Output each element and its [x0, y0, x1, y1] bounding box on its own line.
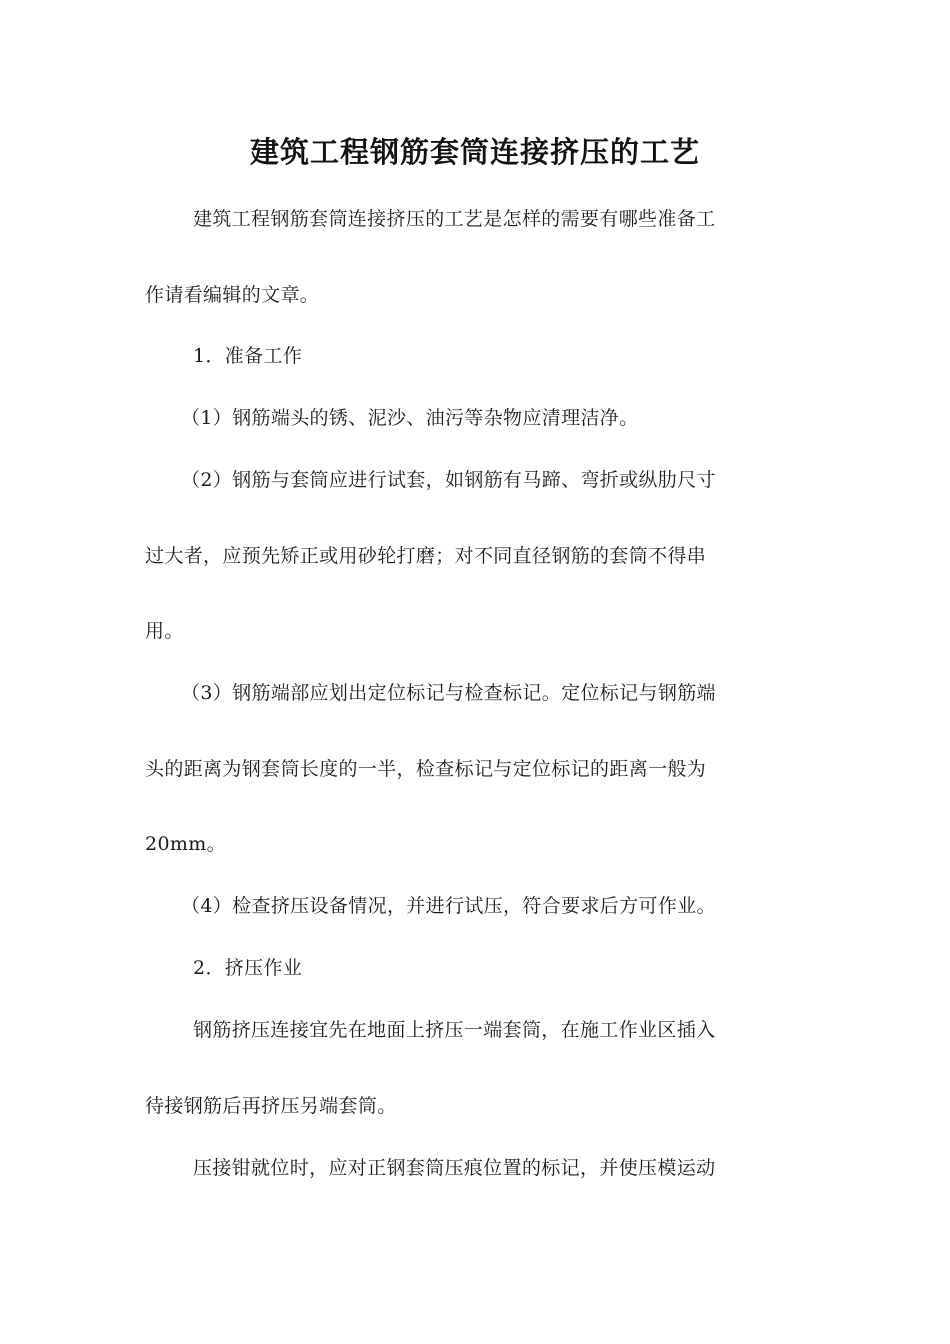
- intro-line-1: 建筑工程钢筋套筒连接挤压的工艺是怎样的需要有哪些准备工: [193, 208, 716, 230]
- item2-line-2: 过大者，应预先矫正或用砂轮打磨；对不同直径钢筋的套筒不得串: [145, 545, 707, 567]
- item3-line-2: 头的距离为钢套筒长度的一半，检查标记与定位标记的距离一般为: [145, 758, 707, 780]
- para1-line-2: 待接钢筋后再挤压另端套筒。: [145, 1095, 397, 1117]
- item3-line-1: （3）钢筋端部应划出定位标记与检查标记。定位标记与钢筋端: [181, 682, 716, 704]
- para1-line-1: 钢筋挤压连接宜先在地面上挤压一端套筒，在施工作业区插入: [193, 1019, 716, 1041]
- item3-line-3: 20mm。: [145, 833, 226, 855]
- item2-line-1: （2）钢筋与套筒应进行试套，如钢筋有马蹄、弯折或纵肋尺寸: [181, 469, 716, 491]
- para2-line-1: 压接钳就位时，应对正钢套筒压痕位置的标记，并使压模运动: [193, 1157, 716, 1179]
- document-title: 建筑工程钢筋套筒连接挤压的工艺: [249, 135, 700, 169]
- item1-line: （1）钢筋端头的锈、泥沙、油污等杂物应清理洁净。: [181, 407, 639, 429]
- item4-line: （4）检查挤压设备情况，并进行试压，符合要求后方可作业。: [181, 895, 716, 917]
- item2-line-3: 用。: [145, 620, 184, 642]
- section1-heading: 1．准备工作: [193, 345, 303, 367]
- intro-line-2: 作请看编辑的文章。: [145, 284, 320, 306]
- section2-heading: 2．挤压作业: [193, 957, 303, 979]
